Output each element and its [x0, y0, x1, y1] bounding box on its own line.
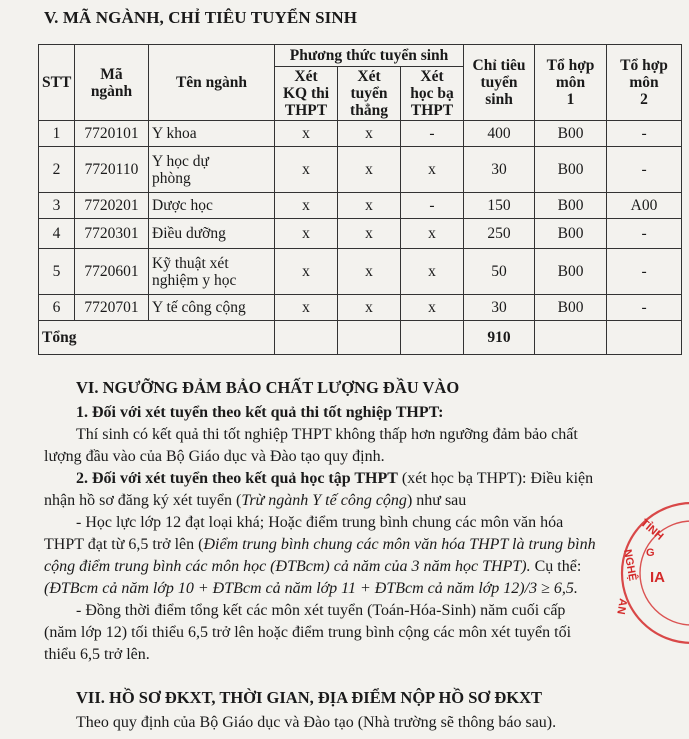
- section-7-body: [0, 712, 689, 734]
- table-row: [39, 147, 682, 193]
- cell-name: Kỹ thuật xét nghiệm y học: [149, 249, 275, 295]
- cell-method-transcript: x: [401, 295, 464, 321]
- table-row: [39, 249, 682, 295]
- bullet-2: - Đồng thời điểm tổng kết các môn xét tuyển (Toán-Hóa-Sinh) năm cuối cấp: [76, 602, 566, 619]
- cell-method-direct: x: [338, 219, 401, 249]
- cell-method-direct: x: [338, 147, 401, 193]
- paragraph: THPT đạt từ 6,5 trở lên (Điểm trung bình chung các môn văn hóa THPT là trung bình: [44, 536, 596, 553]
- cell-stt: 2: [39, 147, 75, 193]
- paragraph: Theo quy định của Bộ Giáo dục và Đào tạo (Nhà trường sẽ thông báo sau).: [76, 714, 557, 731]
- cell-empty: [401, 321, 464, 355]
- table-row: [39, 193, 682, 219]
- cell-method-direct: x: [338, 193, 401, 219]
- cell-combo-1: B00: [535, 295, 607, 321]
- cell-method-transcript: x: [401, 219, 464, 249]
- subsection-2-line: 2. Đối với xét tuyển theo kết quả học tập THPT (xét học bạ THPT): Điều kiện: [76, 470, 594, 487]
- total-label: Tổng: [39, 321, 275, 355]
- paragraph: lượng đầu vào của Bộ Giáo dục và Đào tạo quy định.: [44, 448, 385, 465]
- cell-method-exam: x: [275, 295, 338, 321]
- bullet-1: - Học lực lớp 12 đạt loại khá; Hoặc điểm trung bình chung các môn văn hóa: [76, 514, 564, 531]
- cell-method-exam: x: [275, 219, 338, 249]
- header-combo-1: Tổ hợp môn 1: [535, 45, 607, 121]
- svg-text:G: G: [646, 547, 655, 559]
- cell-code: 7720701: [75, 295, 149, 321]
- svg-text:AN: AN: [614, 597, 629, 616]
- header-code: Mã ngành: [75, 45, 149, 121]
- header-method-direct: Xét tuyển thẳng: [338, 67, 401, 121]
- cell-empty: [338, 321, 401, 355]
- cell-method-exam: x: [275, 147, 338, 193]
- header-method-exam: Xét KQ thi THPT: [275, 67, 338, 121]
- cell-combo-1: B00: [535, 219, 607, 249]
- cell-stt: 1: [39, 121, 75, 147]
- table-row: [39, 219, 682, 249]
- cell-combo-2: -: [607, 121, 682, 147]
- cell-method-exam: x: [275, 249, 338, 295]
- paragraph: nhận hồ sơ đăng ký xét tuyển (Trừ ngành Y tế công cộng) như sau: [44, 492, 467, 509]
- cell-quota: 400: [464, 121, 535, 147]
- subsection-1-title: 1. Đối với xét tuyển theo kết quả thi tốt nghiệp THPT:: [76, 404, 444, 421]
- section-7-title: VII. HỒ SƠ ĐKXT, THỜI GIAN, ĐỊA ĐIỂM NỘP HỒ SƠ ĐKXT: [76, 688, 543, 707]
- cell-combo-1: B00: [535, 249, 607, 295]
- cell-combo-2: A00: [607, 193, 682, 219]
- formula: (ĐTBcm cả năm lớp 10 + ĐTBcm cả năm lớp 11 + ĐTBcm cả năm lớp 12)/3 ≥ 6,5.: [44, 580, 578, 597]
- section-5-title: V. MÃ NGÀNH, CHỈ TIÊU TUYỂN SINH: [44, 8, 358, 27]
- cell-name: Y tế công cộng: [149, 295, 275, 321]
- cell-empty: [535, 321, 607, 355]
- cell-quota: 250: [464, 219, 535, 249]
- cell-method-direct: x: [338, 295, 401, 321]
- subsection-2-title: 2. Đối với xét tuyển theo kết quả học tập THPT: [76, 470, 398, 487]
- table-row: [39, 295, 682, 321]
- cell-method-direct: x: [338, 121, 401, 147]
- cell-combo-2: -: [607, 219, 682, 249]
- cell-code: 7720301: [75, 219, 149, 249]
- cell-code: 7720201: [75, 193, 149, 219]
- cell-quota: 150: [464, 193, 535, 219]
- cell-combo-2: -: [607, 249, 682, 295]
- cell-quota: 30: [464, 147, 535, 193]
- header-method-transcript: Xét học bạ THPT: [401, 67, 464, 121]
- cell-name: Dược học: [149, 193, 275, 219]
- total-value: 910: [464, 321, 535, 355]
- cell-method-transcript: -: [401, 121, 464, 147]
- cell-quota: 30: [464, 295, 535, 321]
- cell-stt: 4: [39, 219, 75, 249]
- cell-method-direct: x: [338, 249, 401, 295]
- cell-name: Y khoa: [149, 121, 275, 147]
- cell-method-exam: x: [275, 121, 338, 147]
- admission-table: [38, 44, 682, 355]
- cell-combo-1: B00: [535, 121, 607, 147]
- cell-method-transcript: x: [401, 249, 464, 295]
- table-row: [39, 121, 682, 147]
- cell-code: 7720101: [75, 121, 149, 147]
- header-quota: Chỉ tiêu tuyển sinh: [464, 45, 535, 121]
- cell-code: 7720601: [75, 249, 149, 295]
- cell-stt: 3: [39, 193, 75, 219]
- cell-combo-1: B00: [535, 193, 607, 219]
- cell-method-transcript: x: [401, 147, 464, 193]
- cell-name: Điều dưỡng: [149, 219, 275, 249]
- svg-text:TỈNH: TỈNH: [638, 517, 666, 543]
- cell-name: Y học dự phòng: [149, 147, 275, 193]
- cell-code: 7720110: [75, 147, 149, 193]
- cell-combo-2: -: [607, 147, 682, 193]
- cell-empty: [607, 321, 682, 355]
- cell-combo-1: B00: [535, 147, 607, 193]
- header-methods: Phương thức tuyển sinh: [275, 45, 464, 67]
- svg-text:NGHỆ: NGHỆ: [621, 548, 639, 582]
- section-6-body: [0, 402, 689, 666]
- total-row: [39, 321, 682, 355]
- cell-stt: 5: [39, 249, 75, 295]
- cell-combo-2: -: [607, 295, 682, 321]
- paragraph: Thí sinh có kết quả thi tốt nghiệp THPT không thấp hơn ngưỡng đảm bảo chất: [76, 426, 578, 443]
- header-combo-2: Tổ hợp môn 2: [607, 45, 682, 121]
- paragraph: thiểu 6,5 trở lên.: [44, 646, 150, 663]
- paragraph: cộng điểm trung bình các môn học (ĐTBcm) cả năm của 3 năm học THPT). Cụ thể:: [44, 558, 582, 575]
- cell-method-exam: x: [275, 193, 338, 219]
- cell-method-transcript: -: [401, 193, 464, 219]
- paragraph: (năm lớp 12) tối thiểu 6,5 trở lên hoặc điểm trung bình cộng các môn xét tuyển tối: [44, 624, 572, 641]
- header-stt: STT: [39, 45, 75, 121]
- cell-empty: [275, 321, 338, 355]
- cell-stt: 6: [39, 295, 75, 321]
- cell-quota: 50: [464, 249, 535, 295]
- svg-text:IA: IA: [650, 569, 665, 586]
- header-name: Tên ngành: [149, 45, 275, 121]
- section-6-title: VI. NGƯỠNG ĐẢM BẢO CHẤT LƯỢNG ĐẦU VÀO: [76, 378, 460, 397]
